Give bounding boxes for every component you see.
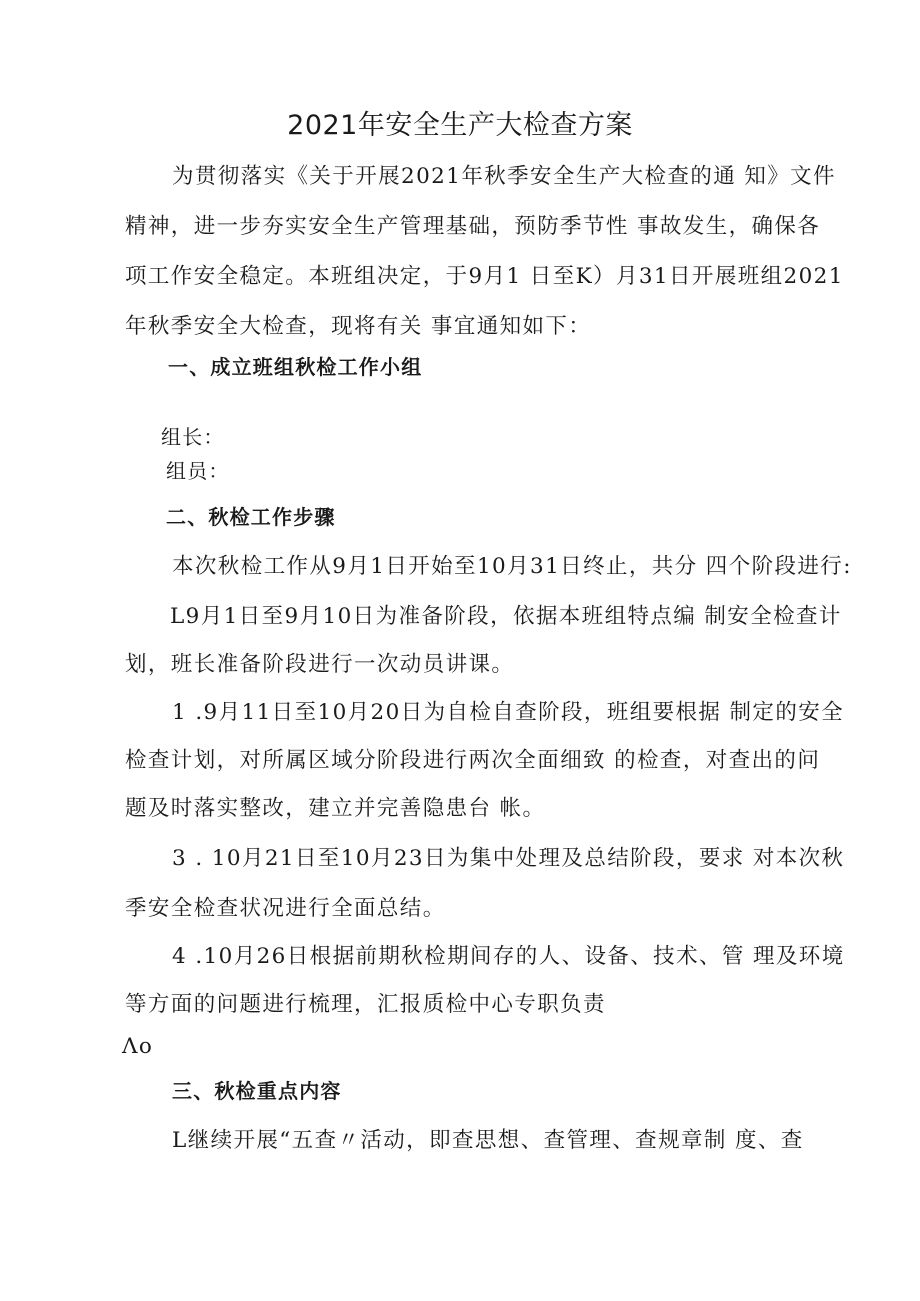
- leader-label: 组长：: [161, 425, 225, 449]
- intro-line-4: 年秋季安全大检查，现将有关 事宜通知如下：: [125, 314, 592, 339]
- step-4-line-2: 等方面的问题进行梳理，汇报质检中心专职负责: [125, 992, 606, 1017]
- step-1-line-1: L9月1日至9月10日为准备阶段，依据本班组特点编 制安全检查计: [170, 604, 842, 629]
- step-4-line-1: 4 .10月26日根据前期秋检期间存的人、设备、技术、管 理及环境: [172, 944, 845, 969]
- member-label: 组员：: [166, 459, 230, 483]
- step-2-line-3: 题及时落实整改，建立并完善隐患台 帐。: [125, 796, 546, 821]
- step-2-line-2: 检查计划，对所属区域分阶段进行两次全面细致 的检查，对查出的问: [125, 748, 821, 773]
- step-1-line-2: 划，班长准备阶段进行一次动员讲课。: [125, 652, 515, 677]
- intro-line-2: 精神，进一步夯实安全生产管理基础，预防季节性 事故发生，确保各: [125, 214, 821, 239]
- section-3-first-line: L继续开展“五查〃活动，即查思想、查管理、查规章制 度、查: [172, 1128, 804, 1153]
- step-4-line-3: Λo: [122, 1034, 154, 1059]
- intro-line-1: 为贯彻落实《关于开展2021年秋季安全生产大检查的通 知》文件: [172, 164, 836, 189]
- section-2-heading: 二、秋检工作步骤: [166, 505, 336, 529]
- section-1-heading: 一、成立班组秋检工作小组: [168, 355, 423, 379]
- step-2-line-1: 1 .9月11日至10月20日为自检自查阶段，班组要根据 制定的安全: [172, 700, 845, 725]
- intro-line-3: 项工作安全稳定。本班组决定，于9月1 日至K）月31日开展班组2021: [125, 264, 844, 289]
- document-title: 2021年安全生产大检查方案: [287, 110, 633, 141]
- step-3-line-1: 3 . 10月21日至10月23日为集中处理及总结阶段，要求 对本次秋: [172, 846, 845, 871]
- steps-overview: 本次秋检工作从9月1日开始至10月31日终止，共分 四个阶段进行:: [172, 554, 852, 579]
- step-3-line-2: 季安全检查状况进行全面总结。: [125, 896, 446, 921]
- section-3-heading: 三、秋检重点内容: [172, 1079, 342, 1103]
